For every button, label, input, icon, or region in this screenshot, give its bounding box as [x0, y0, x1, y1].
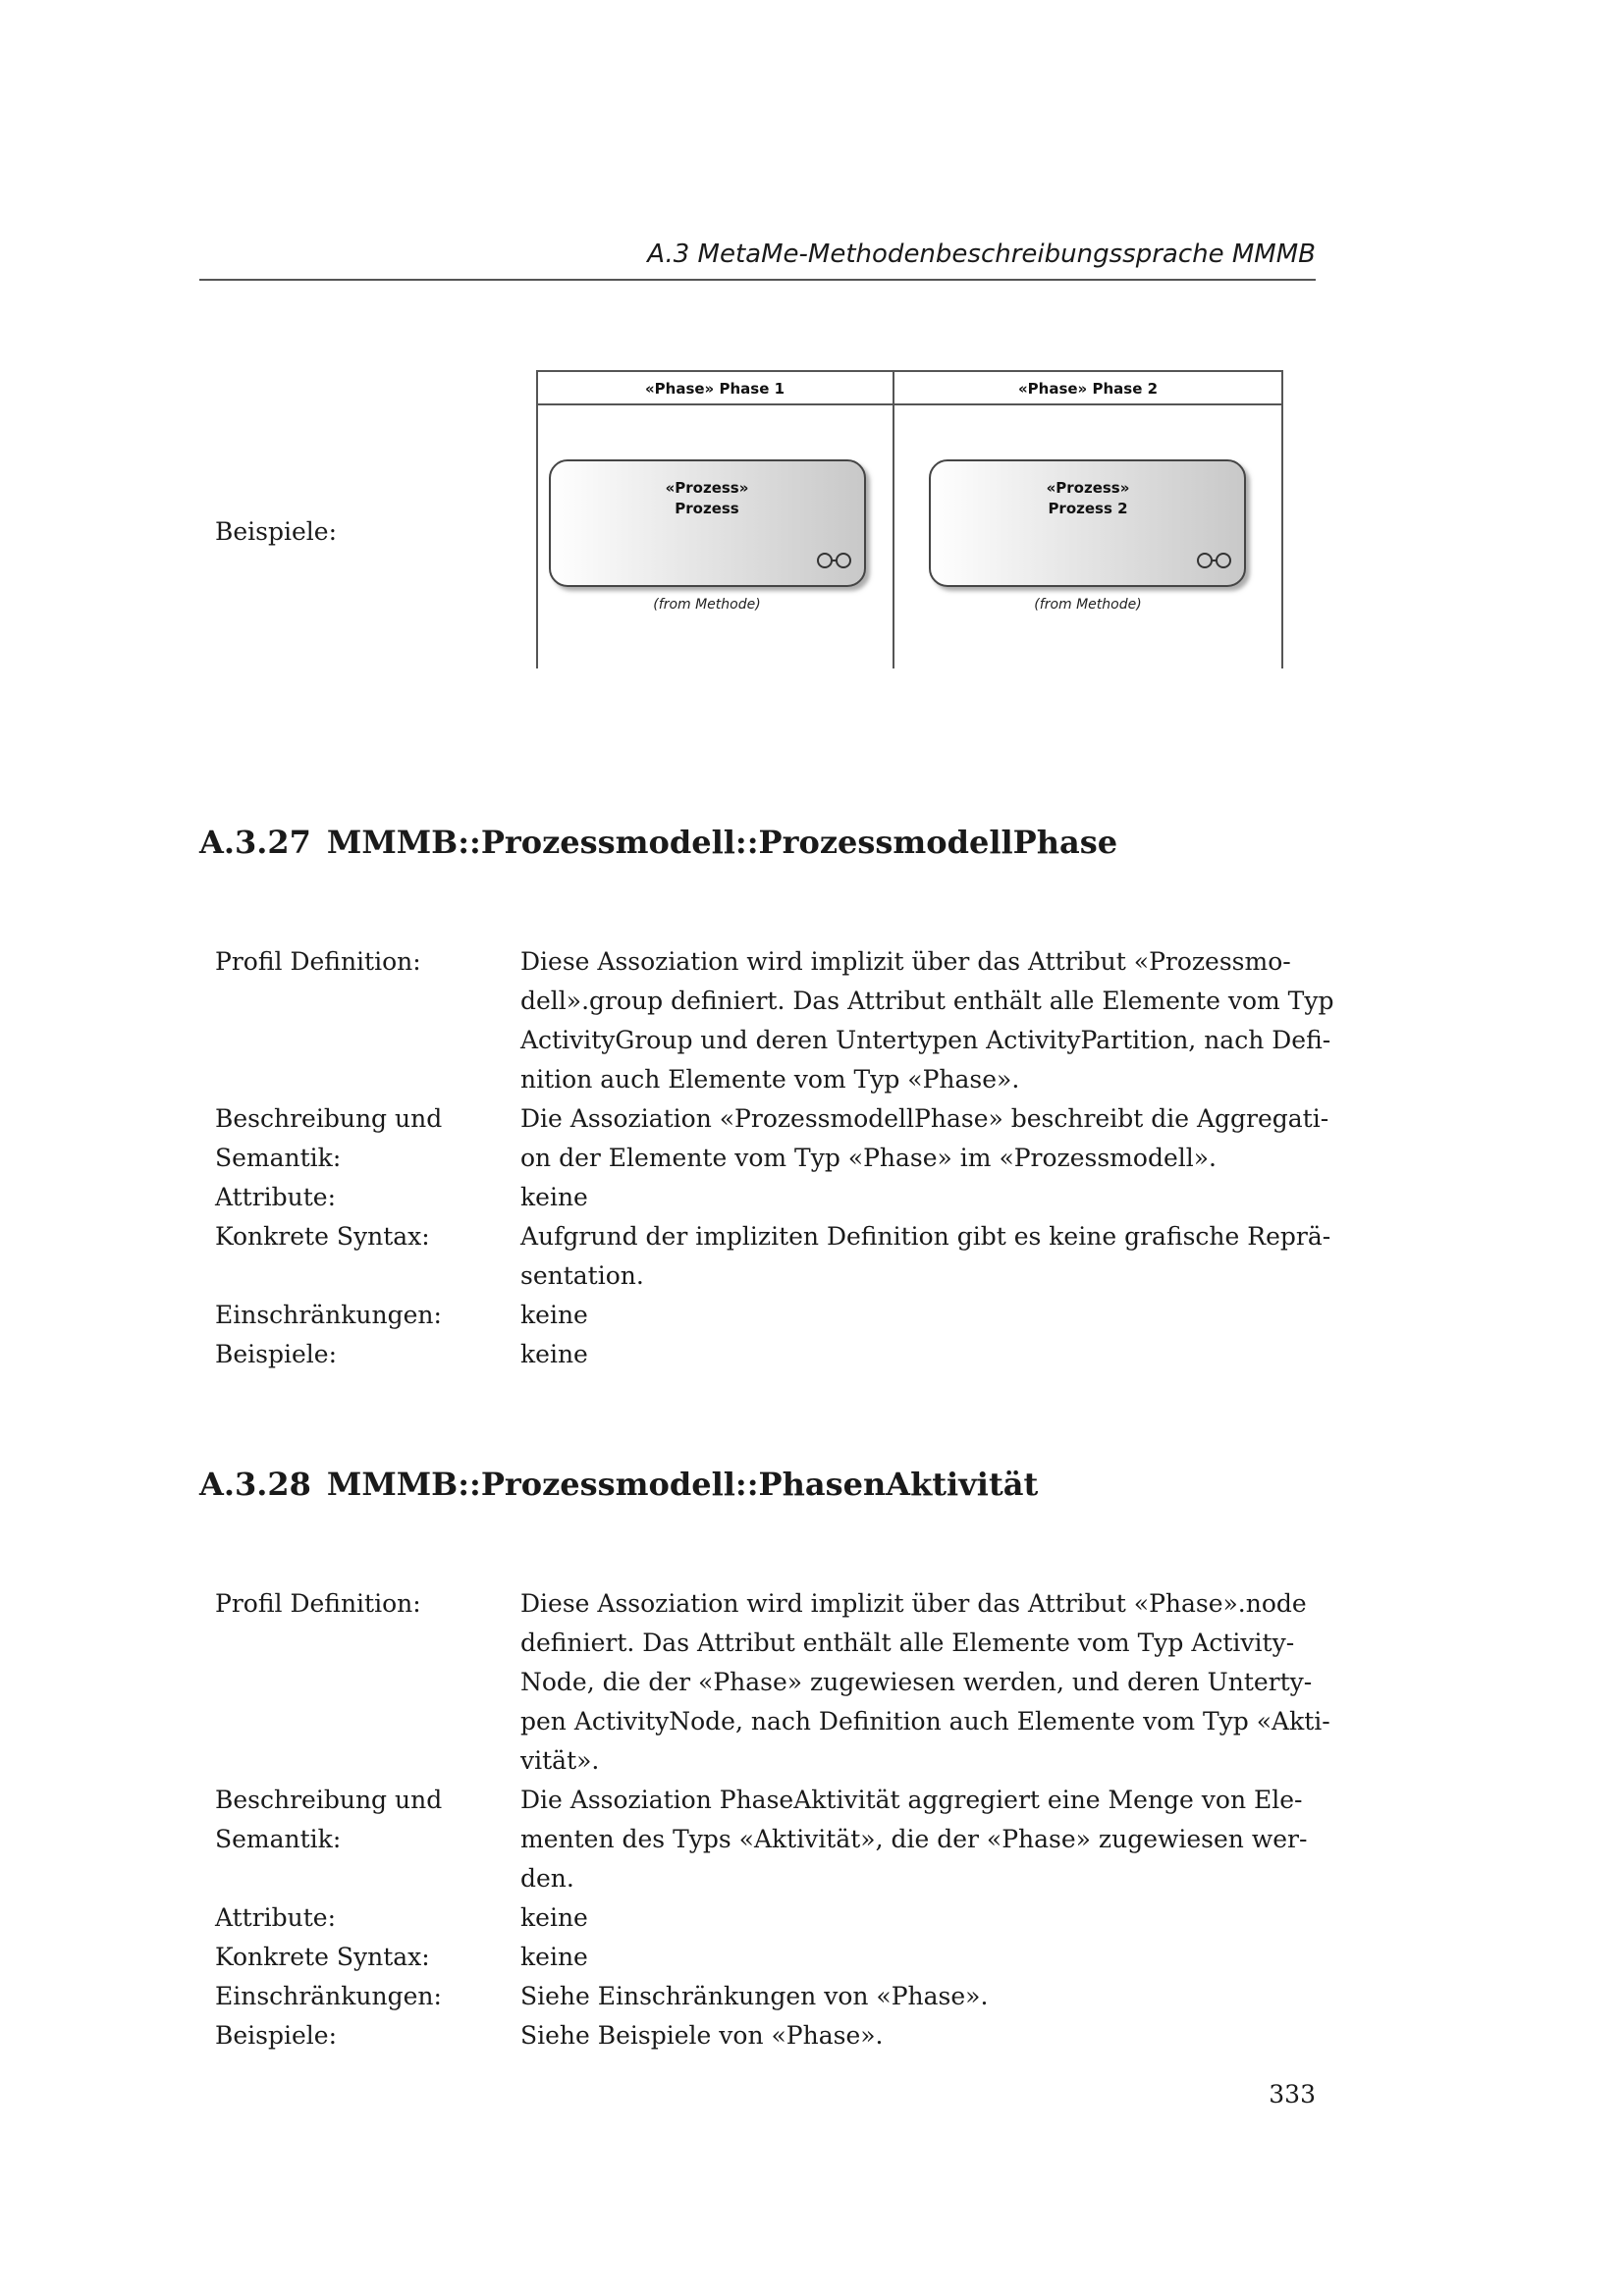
section-heading-a327	[199, 823, 1117, 862]
row-value-konkrete-syntax	[520, 1217, 1345, 1296]
text-line: nition auch Elemente vom Typ «Phase».	[520, 1065, 1020, 1094]
row-label-beispiele: Beispiele:	[215, 2021, 337, 2050]
row-value-einschraenkungen	[520, 1296, 1345, 1335]
example-label: Beispiele:	[215, 517, 337, 546]
phase-lane-1	[537, 371, 893, 668]
process-1-name: Prozess	[675, 500, 739, 517]
text-line: keine	[520, 1903, 588, 1932]
row-label-beschreibung	[215, 1781, 442, 1859]
process-2-stereotype: «Prozess»	[1046, 479, 1130, 497]
text-line: Semantik:	[215, 1825, 342, 1853]
row-value-konkrete-syntax	[520, 1938, 1345, 1977]
running-header-title: A.3 MetaMe-Methodenbeschreibungssprache MMMB	[647, 240, 1316, 269]
row-value-profil-definition	[520, 1584, 1345, 1781]
text-line: Diese Assoziation wird implizit über das Attribut «Prozessmo-	[520, 947, 1291, 976]
process-1-origin: (from Methode)	[653, 597, 761, 613]
row-value-attribute	[520, 1898, 1345, 1938]
phase-diagram	[536, 370, 1284, 668]
text-line: definiert. Das Attribut enthält alle Elemente vom Typ Activity-	[520, 1629, 1295, 1657]
phase-lane-1-title: «Phase» Phase 1	[644, 380, 785, 398]
text-line: menten des Typs «Aktivität», die der «Phase» zugewiesen wer-	[520, 1825, 1308, 1853]
section-number: A.3.27	[199, 824, 311, 861]
row-label-einschraenkungen: Einschränkungen:	[215, 1301, 442, 1329]
section-number: A.3.28	[199, 1466, 311, 1503]
row-label-konkrete-syntax: Konkrete Syntax:	[215, 1222, 430, 1251]
text-line: Siehe Beispiele von «Phase».	[520, 2021, 884, 2050]
row-value-attribute	[520, 1178, 1345, 1217]
row-label-beispiele: Beispiele:	[215, 1340, 337, 1368]
text-line: vität».	[520, 1746, 600, 1775]
row-value-einschraenkungen	[520, 1977, 1345, 2016]
row-label-beschreibung	[215, 1099, 442, 1178]
text-line: keine	[520, 1943, 588, 1971]
section-title: MMMB::Prozessmodell::PhasenAktivität	[326, 1466, 1039, 1503]
text-line: keine	[520, 1301, 588, 1329]
text-line: pen ActivityNode, nach Definition auch Elemente vom Typ «Akti-	[520, 1707, 1330, 1735]
text-line: dell».group definiert. Das Attribut enthält alle Elemente vom Typ	[520, 987, 1334, 1015]
row-label-profil-definition: Profil Definition:	[215, 947, 421, 976]
text-line: den.	[520, 1864, 574, 1893]
phase-diagram-svg	[536, 370, 1284, 668]
process-2-origin: (from Methode)	[1034, 597, 1142, 613]
page-number: 333	[1269, 2080, 1316, 2109]
text-line: Beschreibung und	[215, 1786, 443, 1814]
row-value-beispiele	[520, 1335, 1345, 1374]
running-header	[199, 240, 1316, 281]
phase-lane-2-title: «Phase» Phase 2	[1017, 380, 1159, 398]
text-line: ActivityGroup und deren Untertypen ActivityPartition, nach Defi-	[520, 1026, 1331, 1054]
section-heading-a328	[199, 1465, 1038, 1504]
process-2-name: Prozess 2	[1048, 500, 1128, 517]
row-label-konkrete-syntax: Konkrete Syntax:	[215, 1943, 430, 1971]
text-line: sentation.	[520, 1261, 644, 1290]
text-line: on der Elemente vom Typ «Phase» im «Prozessmodell».	[520, 1144, 1217, 1172]
text-line: keine	[520, 1340, 588, 1368]
text-line: keine	[520, 1183, 588, 1211]
text-line: Die Assoziation PhaseAktivität aggregiert eine Menge von Ele-	[520, 1786, 1303, 1814]
process-1-stereotype: «Prozess»	[665, 479, 749, 497]
text-line: Semantik:	[215, 1144, 342, 1172]
text-line: Aufgrund der impliziten Definition gibt es keine grafische Reprä-	[520, 1222, 1331, 1251]
text-line: Beschreibung und	[215, 1104, 443, 1133]
row-label-attribute: Attribute:	[215, 1183, 337, 1211]
phase-lane-2	[893, 371, 1282, 668]
row-label-attribute: Attribute:	[215, 1903, 337, 1932]
row-value-beschreibung	[520, 1099, 1345, 1178]
section-title: MMMB::Prozessmodell::ProzessmodellPhase	[326, 824, 1118, 861]
row-value-profil-definition	[520, 942, 1345, 1099]
row-label-profil-definition: Profil Definition:	[215, 1589, 421, 1618]
text-line: Siehe Einschränkungen von «Phase».	[520, 1982, 989, 2010]
row-value-beschreibung	[520, 1781, 1345, 1898]
row-label-einschraenkungen: Einschränkungen:	[215, 1982, 442, 2010]
text-line: Diese Assoziation wird implizit über das Attribut «Phase».node	[520, 1589, 1307, 1618]
row-value-beispiele	[520, 2016, 1345, 2056]
text-line: Die Assoziation «ProzessmodellPhase» beschreibt die Aggregati-	[520, 1104, 1329, 1133]
text-line: Node, die der «Phase» zugewiesen werden, und deren Unterty-	[520, 1668, 1313, 1696]
